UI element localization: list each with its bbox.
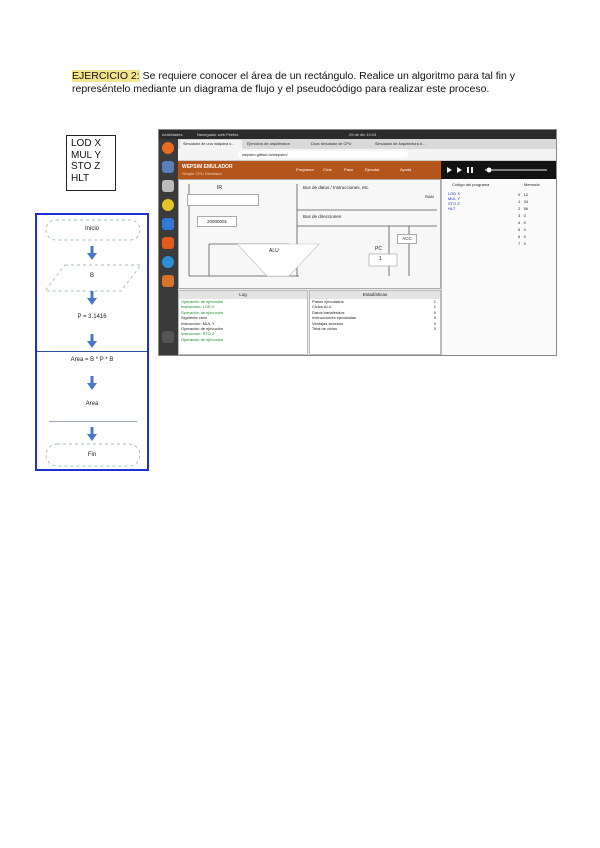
- writer-icon[interactable]: [162, 218, 174, 230]
- memory-row: 2 56: [518, 206, 529, 211]
- menu-item[interactable]: Ciclo: [323, 167, 332, 172]
- log-title: Log: [179, 291, 307, 299]
- alu-label: ALU: [269, 248, 279, 254]
- playback-bar[interactable]: [447, 166, 551, 174]
- arrow-down-icon: [87, 291, 97, 305]
- log-row: Operación de ejecución: [181, 326, 224, 332]
- browser-tabs: [178, 139, 556, 149]
- ir-label: IR: [217, 185, 222, 191]
- memory-row: 3 0: [518, 213, 526, 218]
- ir-value: 20000001: [197, 216, 237, 227]
- app-header: [178, 161, 441, 179]
- code-line: MUL Y: [71, 149, 102, 161]
- activities-label[interactable]: Actividades: [162, 132, 183, 137]
- tab[interactable]: Ejercicios de arquitectura: [247, 142, 290, 146]
- app-subtitle: Simple CPU Simulator: [182, 171, 222, 176]
- arrow-down-icon: [87, 376, 97, 390]
- stats-title: Estadísticas: [310, 291, 440, 299]
- flowchart: [35, 213, 149, 471]
- app-title: WEPSIM EMULADOR: [182, 164, 233, 170]
- stats-row: Ciclos ALU 1: [312, 304, 436, 310]
- acc-register: ACC: [397, 234, 417, 244]
- apps-grid-icon[interactable]: [162, 331, 174, 343]
- tab[interactable]: Simulador de una máquina s...: [180, 140, 242, 149]
- stats-panel: [309, 290, 441, 355]
- memory-row: 5 0: [518, 227, 526, 232]
- flow-divider: [49, 421, 137, 422]
- program-line[interactable]: LOD X: [448, 191, 461, 196]
- software-icon[interactable]: [162, 237, 174, 249]
- archive-icon[interactable]: [162, 275, 174, 287]
- stats-row: Instrucciones ejecutadas 0: [312, 315, 436, 321]
- pc-label: PC: [375, 246, 382, 252]
- log-row: Instrucción: STO Z: [181, 331, 215, 337]
- log-row: Operación de ejecución: [181, 309, 224, 315]
- memory-row: 0 12: [518, 192, 529, 197]
- log-panel: [178, 290, 308, 355]
- firefox-icon[interactable]: [162, 142, 174, 154]
- menu-item[interactable]: Ejecutar: [365, 167, 380, 172]
- program-line[interactable]: MUL Y: [448, 196, 461, 201]
- code-line: HLT: [71, 172, 90, 184]
- program-panel: [441, 179, 556, 355]
- log-row: Siguiente ciclo: [181, 315, 207, 321]
- flow-divider: [37, 351, 147, 352]
- tab[interactable]: Docs simulador de CPU: [311, 142, 352, 146]
- program-header: Código del programa: [452, 182, 490, 187]
- stats-row: Ventajas accesos 0: [312, 320, 436, 326]
- os-topbar: [159, 130, 556, 139]
- flow-read-2: P = 3.1416: [77, 314, 107, 320]
- flow-start: Inicio: [84, 226, 99, 232]
- menu-item[interactable]: Ayuda: [400, 167, 412, 172]
- files-icon[interactable]: [162, 180, 174, 192]
- memory-row: 1 34: [518, 199, 529, 204]
- ir-register: [187, 194, 259, 206]
- ram-label: RAM: [425, 194, 434, 199]
- help-icon[interactable]: [162, 256, 174, 268]
- exercise-statement: [72, 70, 532, 96]
- flow-output: Area: [85, 401, 99, 407]
- playback-controls: [441, 161, 556, 179]
- simulator-screenshot: [158, 129, 557, 356]
- program-line[interactable]: STO Z: [448, 201, 460, 206]
- menu-item[interactable]: Programa: [296, 167, 314, 172]
- program-code: [448, 191, 460, 211]
- memory-row: 4 0: [518, 220, 526, 225]
- address-bus-label: Bus de direcciones: [303, 214, 342, 219]
- arrow-down-icon: [87, 427, 97, 441]
- mail-icon[interactable]: [162, 161, 174, 173]
- arrow-down-icon: [87, 246, 97, 260]
- stats-row: Pasos ejecutados 1: [312, 299, 436, 304]
- log-row: Instrucción: MUL Y: [181, 320, 215, 326]
- pc-value: 1: [379, 256, 382, 262]
- data-bus-label: Bus de datos / Instrucciones, etc.: [303, 185, 370, 190]
- tab[interactable]: Simulador de Arquitectura d...: [375, 142, 426, 146]
- code-line: LOD X: [71, 138, 102, 149]
- cpu-datapath: [178, 179, 441, 289]
- memory-header: Memoria: [524, 182, 540, 187]
- memory-row: 7 0: [518, 241, 526, 246]
- clock: 29 de dic 10:04: [349, 132, 377, 137]
- memory-row: 6 0: [518, 234, 526, 239]
- stats-row: Total de ciclos 0: [312, 326, 436, 332]
- app-indicator: Navegador web Firefox: [197, 132, 239, 137]
- url-bar: [178, 149, 556, 161]
- program-line[interactable]: HLT: [448, 206, 456, 211]
- menu-item[interactable]: Paso: [344, 167, 354, 172]
- exercise-title: EJERCICIO 2:: [72, 70, 140, 82]
- exercise-text: Se requiere conocer el área de un rectángulo. Realice un algoritmo para tal fin y represéntelo mediante un diagrama de flujo y el pseudocódigo para realizar este proceso.: [72, 70, 515, 95]
- arrow-down-icon: [87, 334, 97, 348]
- log-row: Operación de ejecución: [181, 336, 224, 342]
- flow-end: Fin: [87, 452, 97, 458]
- log-row: Instrucción: LOD X: [181, 304, 215, 310]
- flow-compute: Area = B * P * B: [70, 357, 114, 363]
- dock: [159, 139, 178, 355]
- pseudocode-box: [66, 135, 116, 191]
- url-input[interactable]: wepsim.github.io/wepsim/: [238, 151, 408, 158]
- flow-read: B: [89, 273, 94, 279]
- code-line: STO Z: [71, 161, 101, 172]
- music-icon[interactable]: [162, 199, 174, 211]
- log-row: Operación de ejecución: [181, 299, 224, 304]
- memory-table: [518, 191, 528, 247]
- stats-row: Datos transferidos 0: [312, 309, 436, 315]
